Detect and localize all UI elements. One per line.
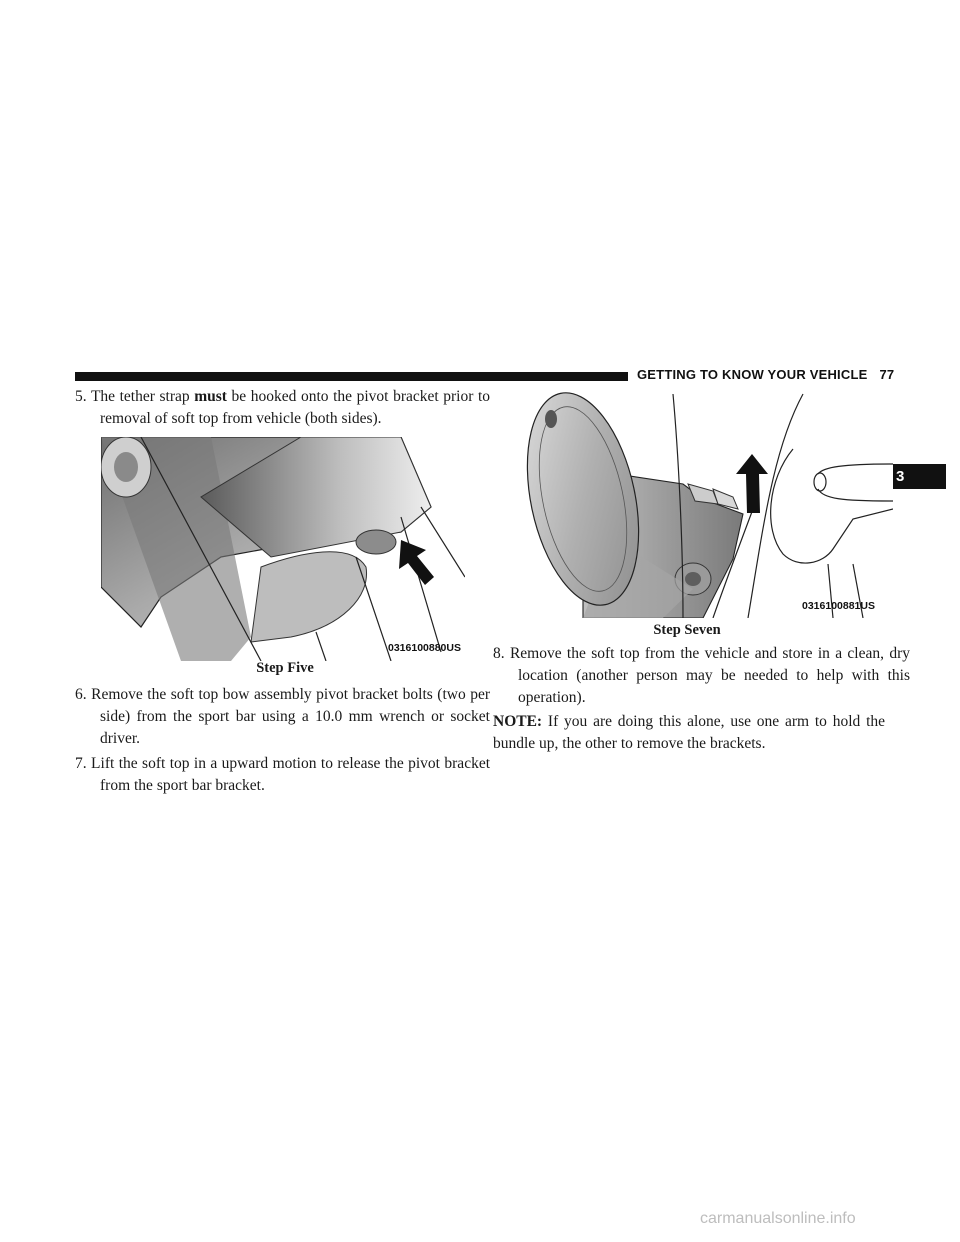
running-header <box>637 367 894 382</box>
step-five-illustration <box>101 437 465 661</box>
step-number: 8. <box>493 645 505 662</box>
figure-code: 0316100880US <box>388 642 461 654</box>
section-title: GETTING TO KNOW YOUR VEHICLE <box>637 367 868 382</box>
step-number: 5. <box>75 388 87 405</box>
note <box>493 711 885 755</box>
figure-code: 0316100881US <box>802 600 875 612</box>
figure-caption: Step Five <box>256 660 314 676</box>
chapter-tab: 3 <box>884 464 946 489</box>
step-7 <box>75 753 490 797</box>
step-text: Remove the soft top from the vehicle and store in a clean, dry location (another person may be needed to help with this operation). <box>509 645 910 706</box>
step-seven-illustration <box>523 389 893 618</box>
header-rule <box>75 372 628 381</box>
step-text: Lift the soft top in a upward motion to release the pivot bracket from the sport bar bracket. <box>91 755 491 794</box>
step-text-before: The tether strap <box>90 388 190 405</box>
page-number: 77 <box>879 367 895 382</box>
note-text: If you are doing this alone, use one arm to hold the bundle up, the other to remove the brackets. <box>493 713 886 752</box>
step-number: 7. <box>75 755 87 772</box>
step-5 <box>75 386 490 430</box>
step-8 <box>493 643 910 709</box>
watermark: carmanualsonline.info <box>700 1210 856 1227</box>
step-emphasis: must <box>194 388 227 405</box>
note-label: NOTE: <box>493 713 543 730</box>
step-number: 6. <box>75 686 87 703</box>
figure-caption: Step Seven <box>653 622 721 638</box>
step-text-after: be hooked onto the pivot bracket prior to removal of soft top from vehicle (both sides). <box>100 388 491 427</box>
step-text: Remove the soft top bow assembly pivot bracket bolts (two per side) from the sport bar using a 10.0 mm wrench or socket driver. <box>91 686 491 747</box>
step-6 <box>75 684 490 750</box>
